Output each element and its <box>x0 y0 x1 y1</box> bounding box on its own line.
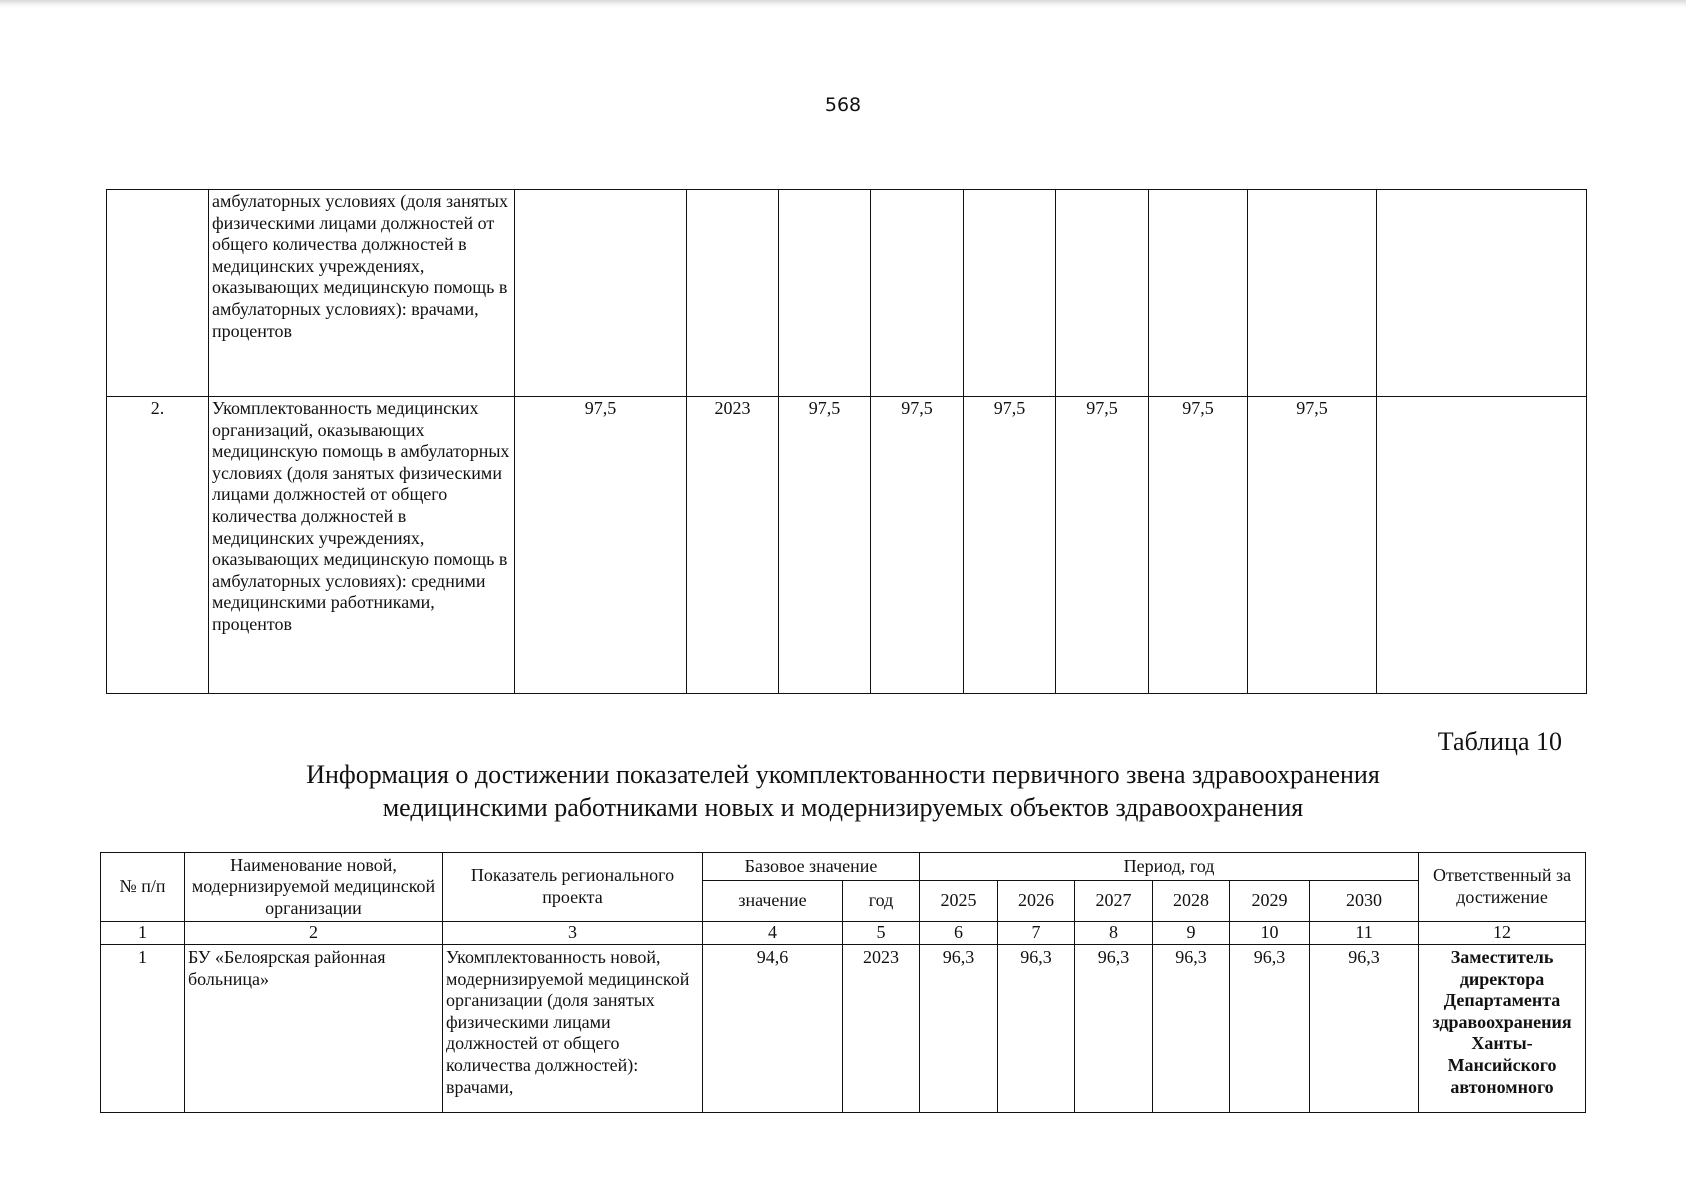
value-2028: 97,5 <box>1056 397 1149 694</box>
indicator-name: Укомплектованность новой, модернизируемой медицинской организации (доля занятых физическими лицами должностей от общего количества должностей): врачами, <box>443 945 703 1113</box>
column-index: 1 <box>101 922 185 945</box>
header-base-value: значение <box>703 881 843 922</box>
column-index: 10 <box>1230 922 1310 945</box>
value-2026: 97,5 <box>871 397 964 694</box>
header-year-2027: 2027 <box>1075 881 1153 922</box>
responsible: Заместитель директора Департамента здравоохранения Ханты-Мансийского автономного <box>1419 945 1586 1113</box>
base-value: 97,5 <box>515 397 687 694</box>
value-2025 <box>779 190 871 397</box>
organization-name: БУ «Белоярская районная больница» <box>185 945 443 1113</box>
value-2028: 96,3 <box>1153 945 1230 1113</box>
base-year: 2023 <box>687 397 779 694</box>
header-num: № п/п <box>101 853 185 922</box>
header-year-2026: 2026 <box>998 881 1075 922</box>
scan-edge <box>0 0 1686 8</box>
header-base-year: год <box>843 881 920 922</box>
value-2027 <box>964 190 1056 397</box>
base-value <box>515 190 687 397</box>
value-2029: 97,5 <box>1149 397 1248 694</box>
value-2030: 96,3 <box>1310 945 1419 1113</box>
table-label: Таблица 10 <box>1437 727 1562 756</box>
value-2026: 96,3 <box>998 945 1075 1113</box>
indicator-name: Укомплектованность медицинских организаций, оказывающих медицинскую помощь в амбулаторных условиях (доля занятых физическими лицами должностей от общего количества должностей в медицинских учреждениях, оказывающих медицинскую помощь в амбулаторных условиях): средними медицинскими работниками, процентов <box>209 397 515 694</box>
header-year-2025: 2025 <box>920 881 998 922</box>
responsible <box>1377 190 1587 397</box>
column-index: 8 <box>1075 922 1153 945</box>
value-2027: 97,5 <box>964 397 1056 694</box>
column-index: 4 <box>703 922 843 945</box>
base-year: 2023 <box>843 945 920 1113</box>
table-row <box>101 945 1586 1113</box>
column-index: 3 <box>443 922 703 945</box>
row-number: 2. <box>107 397 209 694</box>
table-row <box>107 190 1587 397</box>
indicator-table-continued <box>106 189 1587 694</box>
column-index: 5 <box>843 922 920 945</box>
header-year-2029: 2029 <box>1230 881 1310 922</box>
value-2025: 96,3 <box>920 945 998 1113</box>
value-2026 <box>871 190 964 397</box>
value-2029 <box>1149 190 1248 397</box>
base-value: 94,6 <box>703 945 843 1113</box>
header-year-2028: 2028 <box>1153 881 1230 922</box>
header-responsible: Ответственный за достижение <box>1419 853 1586 922</box>
table-title-line-1: Информация о достижении показателей укомплектованности первичного звена здравоохранения <box>306 760 1380 789</box>
table-title <box>0 758 1686 824</box>
value-2025: 97,5 <box>779 397 871 694</box>
header-base: Базовое значение <box>703 853 920 881</box>
column-index-row <box>101 922 1586 945</box>
column-index: 7 <box>998 922 1075 945</box>
header-year-2030: 2030 <box>1310 881 1419 922</box>
value-2029: 96,3 <box>1230 945 1310 1113</box>
table-title-line-2: медицинскими работниками новых и модернизируемых объектов здравоохранения <box>382 793 1304 822</box>
value-2028 <box>1056 190 1149 397</box>
page-number: 568 <box>824 94 862 116</box>
column-index: 12 <box>1419 922 1586 945</box>
value-2030 <box>1248 190 1377 397</box>
value-2027: 96,3 <box>1075 945 1153 1113</box>
responsible <box>1377 397 1587 694</box>
value-2030: 97,5 <box>1248 397 1377 694</box>
staffing-table <box>100 852 1586 1113</box>
row-number: 1 <box>101 945 185 1113</box>
header-indicator: Показатель регионального проекта <box>443 853 703 922</box>
column-index: 9 <box>1153 922 1230 945</box>
header-period: Период, год <box>920 853 1419 881</box>
column-index: 11 <box>1310 922 1419 945</box>
column-index: 2 <box>185 922 443 945</box>
base-year <box>687 190 779 397</box>
header-org: Наименование новой, модернизируемой медицинской организации <box>185 853 443 922</box>
header-row <box>101 853 1586 881</box>
row-number <box>107 190 209 397</box>
column-index: 6 <box>920 922 998 945</box>
table-row <box>107 397 1587 694</box>
indicator-name: амбулаторных условиях (доля занятых физическими лицами должностей от общего количества должностей в медицинских учреждениях, оказывающих медицинскую помощь в амбулаторных условиях): врачами, процентов <box>209 190 515 397</box>
